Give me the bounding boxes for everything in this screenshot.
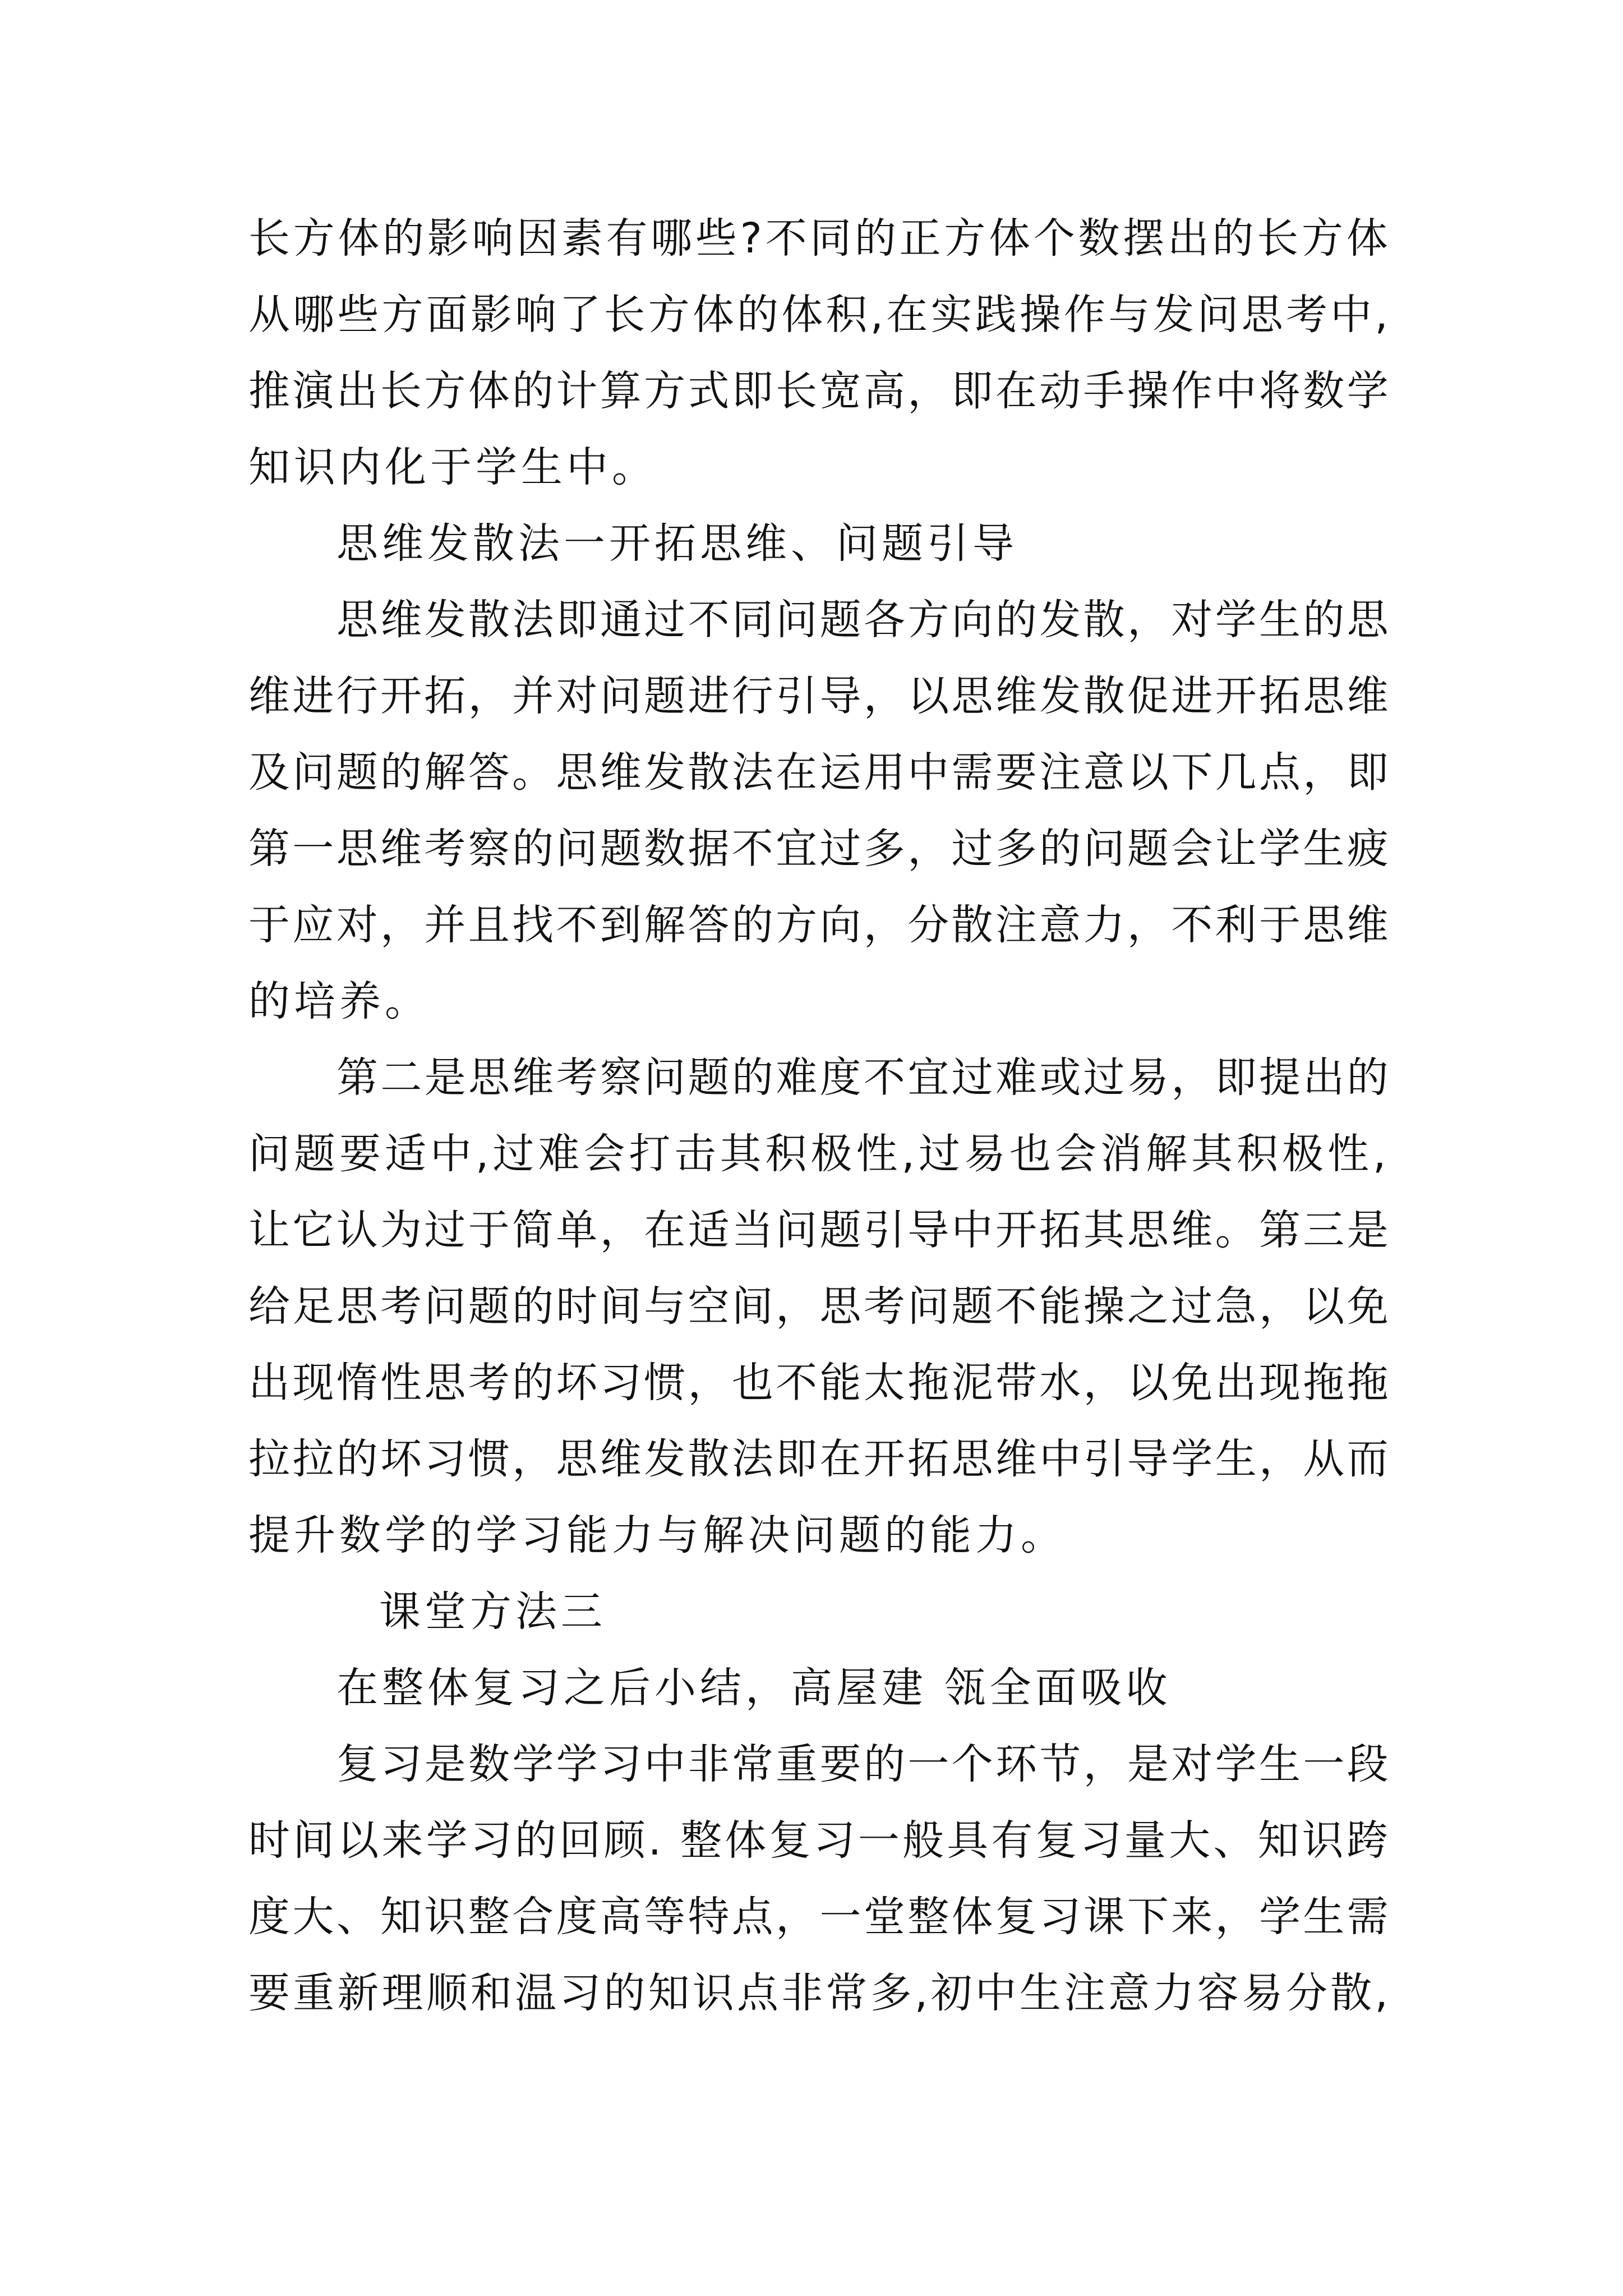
text-line: 知识内化于学生中。: [248, 443, 657, 491]
text-line: 提升数学的学习能力与解决问题的能力。: [248, 1511, 1066, 1559]
section-subheading: 在整体复习之后小结，高屋建 瓴全面吸收: [336, 1664, 1172, 1712]
text-line: 的培养。: [248, 977, 430, 1025]
text-line: 推演出长方体的计算方式即长宽高，即在动手操作中将数学: [248, 367, 1391, 415]
text-line: 思维发散法即通过不同问题各方向的发散，对学生的思: [336, 596, 1391, 644]
text-line: 问题要适中,过难会打击其积极性,过易也会消解其积极性,: [248, 1130, 1390, 1178]
text-line: 从哪些方面影响了长方体的体积,在实践操作与发问思考中,: [248, 291, 1391, 339]
text-line: 要重新理顺和温习的知识点非常多,初中生注意力容易分散,: [248, 1969, 1391, 2017]
text-line: 时间以来学习的回顾. 整体复习一般具有复习量大、知识跨: [248, 1816, 1391, 1865]
text-line: 长方体的影响因素有哪些?不同的正方体个数摆出的长方体: [248, 214, 1391, 263]
text-line: 第二是思维考察问题的难度不宜过难或过易，即提出的: [336, 1053, 1391, 1102]
text-line: 于应对，并且找不到解答的方向，分散注意力，不利于思维: [248, 901, 1391, 949]
text-line: 出现惰性思考的坏习惯，也不能太拖泥带水，以免出现拖拖: [248, 1359, 1391, 1407]
text-line: 让它认为过于简单，在适当问题引导中开拓其思维。第三是: [248, 1206, 1391, 1254]
section-heading: 课堂方法三: [379, 1588, 606, 1636]
text-line: 维进行开拓，并对问题进行引导，以思维发散促进开拓思维: [248, 672, 1391, 720]
text-line: 给足思考问题的时间与空间，思考问题不能操之过急，以免: [248, 1282, 1391, 1331]
section-heading: 思维发散法一开拓思维、问题引导: [336, 519, 1018, 568]
text-line: 度大、知识整合度高等特点，一堂整体复习课下来，学生需: [248, 1893, 1391, 1941]
text-line: 复习是数学学习中非常重要的一个环节，是对学生一段: [336, 1740, 1391, 1788]
text-line: 第一思维考察的问题数据不宜过多，过多的问题会让学生疲: [248, 825, 1391, 873]
text-line: 及问题的解答。思维发散法在运用中需要注意以下几点，即: [248, 748, 1391, 797]
text-line: 拉拉的坏习惯，思维发散法即在开拓思维中引导学生，从而: [248, 1435, 1391, 1483]
